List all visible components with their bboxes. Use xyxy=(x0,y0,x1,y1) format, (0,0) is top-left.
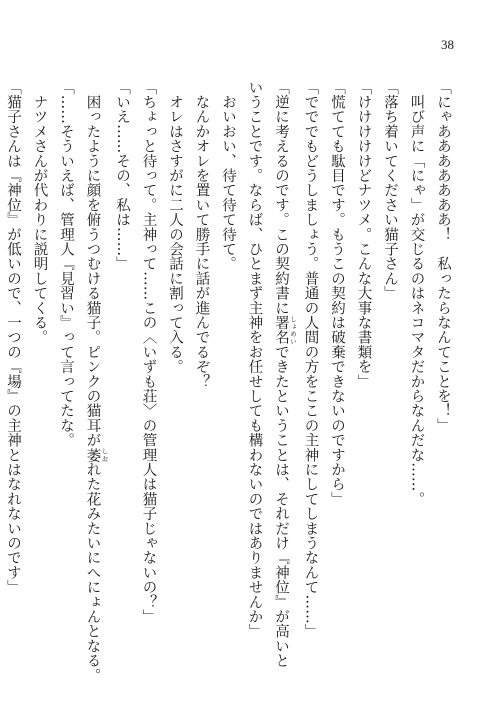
furigana-reading: しお xyxy=(100,447,109,463)
text-line-15: 「……そういえば、管理人『見習い』って言ってたな。 xyxy=(58,80,74,448)
furigana-reading: しょめい xyxy=(289,315,297,345)
text-line-2: 叫び声に「にゃ」が交じるのはネコマタだからなんだな……。 xyxy=(408,80,425,507)
text-line-9: おいおい、待て待て待て。 xyxy=(220,80,236,272)
text-line-11: オレはさすがに二人の会話に割って入る。 xyxy=(167,80,183,374)
text-line-6: 「でででもどうしましょう。普通の人間の方をここの主神にしてしまうなんて……」 xyxy=(302,80,319,639)
text-line-10: なんかオレを置いて勝手に話が進んでるぞ？ xyxy=(193,80,210,389)
text-line-4: 「けけけけけどナツメ。こんな大事な書類を」 xyxy=(355,80,372,389)
text-line-8: いうことです。ならば、ひとまず主神をお任せしても構わないのではありませんか」 xyxy=(246,80,263,639)
text-line-12: 「ちょっと待って。主神って……この〈いずも荘〉の管理人は猫子じゃないの？」 xyxy=(140,80,157,624)
text-line-3: 「落ち着いてください猫子さん」 xyxy=(382,80,398,301)
text-line-5: 「慌てても駄目です。もうこの契約は破棄できないのですから」 xyxy=(329,80,345,507)
text-line-17: 「猫子さんは『神位』が低いので、一つの『場』の主神とはなれないのです」 xyxy=(5,80,21,595)
text-line-16: ナツメさんが代わりに説明してくる。 xyxy=(31,80,48,345)
text-line-14: 困ったように顔を俯うつむける猫子。ピンクの猫耳が萎 しおれた花みたいにへにょんとなる。 xyxy=(84,80,109,683)
vertical-text-body xyxy=(5,80,456,683)
text-line-1: 「にゃあああああああ！ 私ったらなんてことを！」 xyxy=(435,80,451,433)
text-line-13: 「いえ……その、私は……」 xyxy=(114,80,130,272)
page-number: 38 xyxy=(441,37,454,52)
furigana-annotation: 萎 しお xyxy=(84,447,109,463)
text-line-7: 「逆に考えるのです。この契約書に署名 しょめいできたということは、それだけ『神位』が高いと xyxy=(273,80,297,669)
furigana-annotation: 署名 しょめい xyxy=(273,315,297,345)
